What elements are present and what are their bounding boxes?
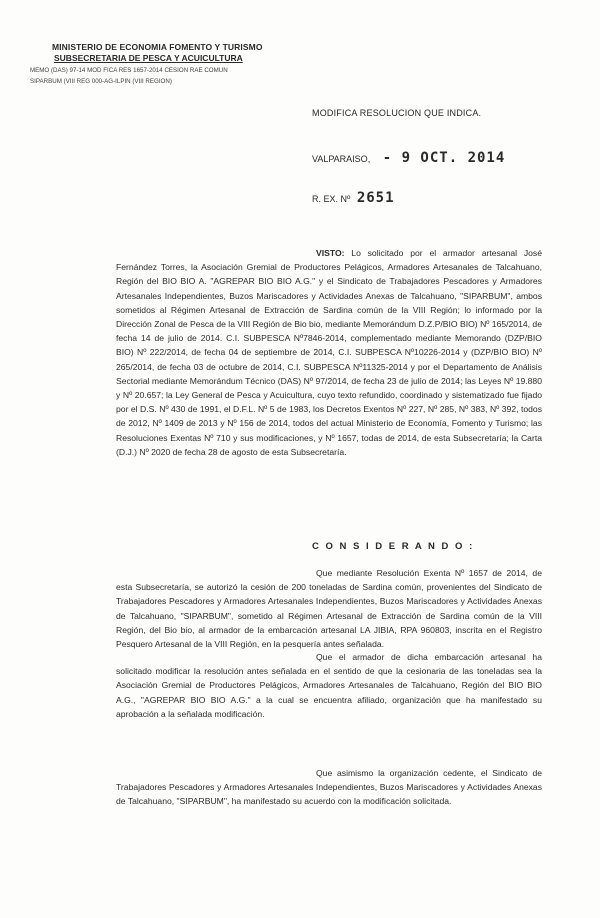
visto-text: Lo solicitado por el armador artesanal José Fernández Torres, la Asociación Gremial de Productores Pelágicos, Armadores Artesanales de Talcahuano, Región del BIO BIO A. "AGREPAR BIO BIO A.G." y el Sindicato de Trabajadores Pescadores y Armadores Artesanales Independientes, Buzos Mariscadores y Actividades Anexas de Talcahuano, "SIPARBUM", ambos sometidos al Régimen Artesanal de Extracción de Sardina común de la VIII Región; lo informado por la Dirección Zonal de Pesca de la VIII Región de Bio bio, mediante Memorándum D.Z.P/BIO BIO) Nº 165/2014, de fecha 14 de julio de 2014. C.I. SUBPESCA Nº7846-2014, complementado mediante Memorando (DZP/BIO BIO) Nº 222/2014, de fecha 04 de septiembre de 2014, C.I. SUBPESCA Nº10226-2014 y (DZP/BIO BIO) Nº 265/2014, de fecha 03 de octubre de 2014, C.I. SUBPESCA Nº11325-2014 y por el Departamento de Análisis Sectorial mediante Memorándum Técnico (DAS) Nº 97/2014, de fecha 23 de julio de 2014; las Leyes Nº 19.880 y Nº 20.657; la Ley General de Pesca y Acuicultura, cuyo texto refundido, coordinado y sistematizado fue fijado por el D.S. Nº 430 de 1991, el D.F.L. Nº 5 de 1983, los Decretos Exentos Nº 227, Nº 285, Nº 383, Nº 392, todos de 2012, Nº 1409 de 2013 y Nº 156 de 2014, todos del actual Ministerio de Economía, Fomento y Turismo; las Resoluciones Exentas Nº 710 y sus modificaciones, y Nº 1657, todas de 2014, de esta Subsecretaría; la Carta (D.J.) Nº 2020 de fecha 28 de agosto de esta Subsecretaría. bbox=[116, 248, 542, 457]
considerando-paragraph-3 bbox=[116, 766, 542, 809]
paragraph-text: Que mediante Resolución Exenta Nº 1657 de 2014, de esta Subsecretaría, se autorizó la cesión de 200 toneladas de Sardina común, provenientes del Sindicato de Trabajadores Pescadores y Armadores Artesanales Independientes, Buzos Mariscadores y Actividades Anexas de Talcahuano, "SIPARBUM", sometido al Régimen Artesanal de Extracción de Sardina común de la VIII Región, del Bio bio, al armador de la embarcación artesanal LA JIBIA, RPA 960803, inscrita en el Registro Pesquero Artesanal de la VIII Región, en la pesquería antes señalada. bbox=[116, 568, 542, 650]
resolution-number-line bbox=[312, 190, 395, 206]
place-label: VALPARAISO, bbox=[312, 154, 371, 164]
document-subject: MODIFICA RESOLUCION QUE INDICA. bbox=[312, 108, 482, 118]
rex-number: 2651 bbox=[356, 190, 395, 206]
considerando-heading: C O N S I D E R A N D O : bbox=[312, 541, 475, 552]
considerando-paragraph-2 bbox=[116, 650, 542, 721]
considerando-paragraph-1 bbox=[116, 566, 542, 651]
place-date-line bbox=[312, 150, 505, 166]
letterhead bbox=[30, 42, 330, 86]
paragraph-text: Que el armador de dicha embarcación artesanal ha solicitado modificar la resolución antes señalada en el sentido de que la cesionaria de las toneladas sea la Asociación Gremial de Productores Pelágicos, Armadores Artesanales de Talcahuano, Región del BIO BIO A.G., "AGREPAR BIO BIO A.G." a la cual se encuentra afiliado, organización que ha manifestado su aprobación a la señalada modificación. bbox=[116, 652, 542, 719]
visto-paragraph bbox=[116, 246, 542, 459]
paragraph-text: Que asimismo la organización cedente, el Sindicato de Trabajadores Pescadores y Armadores Artesanales Independientes, Buzos Mariscadores y Actividades Anexas de Talcahuano, "SIPARBUM", ha manifestado su acuerdo con la modificación solicitada. bbox=[116, 768, 542, 807]
memo-reference-line-1: MEMO (DAS) 97-14 MOD FICA RES 1657-2014 CESION RAE COMUN bbox=[30, 67, 228, 74]
date-stamp: - 9 OCT. 2014 bbox=[382, 150, 506, 166]
subsecretaria-name: SUBSECRETARIA DE PESCA Y ACUICULTURA bbox=[54, 53, 243, 63]
visto-section bbox=[116, 246, 542, 459]
visto-lead: VISTO: bbox=[316, 248, 345, 258]
rex-label: R. EX. Nº bbox=[312, 194, 351, 204]
ministry-name: MINISTERIO DE ECONOMIA FOMENTO Y TURISMO bbox=[52, 42, 263, 52]
memo-reference-line-2: SIPARBUM (VIII REG 000-AG-ILPIN (VIII REGION) bbox=[30, 78, 172, 85]
